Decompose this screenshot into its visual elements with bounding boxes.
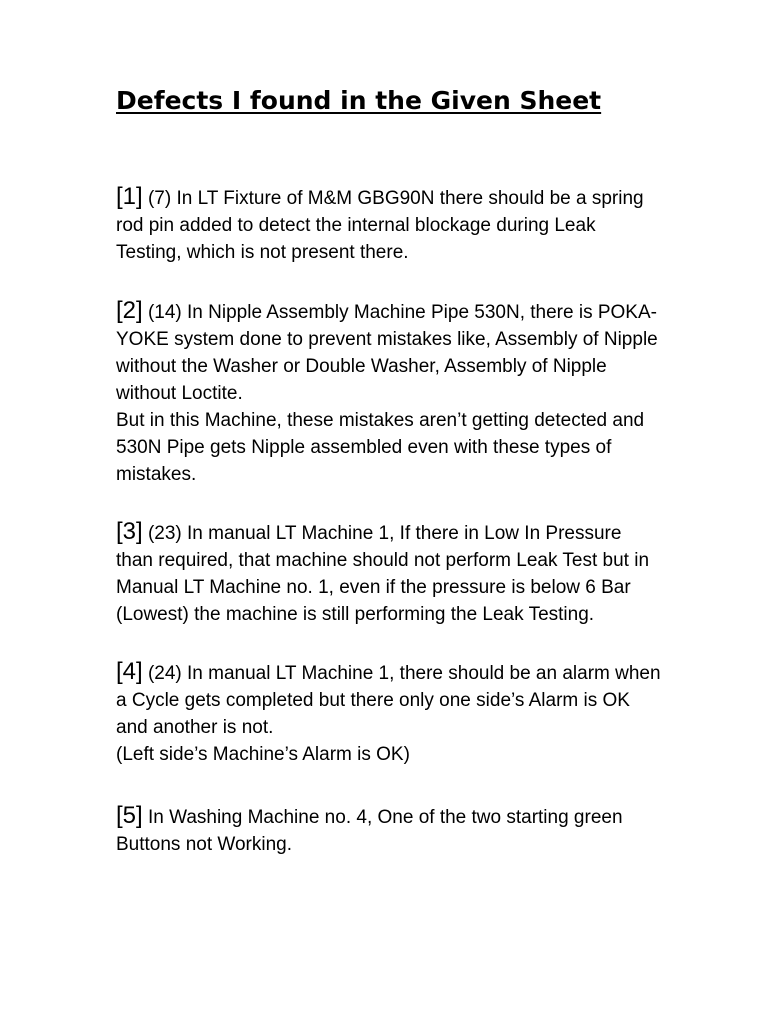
defect-item-5 bbox=[116, 802, 661, 858]
defect-text: (14) In Nipple Assembly Machine Pipe 530N, there is POKA-YOKE system done to prevent mistakes like, Assembly of Nipple without the Washer or Double Washer, Assembly of Nipple without Loctite. But in this Machine, these mistakes aren’t getting detected and 530N Pipe gets Nipple assembled even with these types of mistakes. bbox=[116, 302, 658, 485]
defect-number: [4] bbox=[116, 658, 143, 685]
defect-number: [2] bbox=[116, 297, 143, 324]
defect-text: (7) In LT Fixture of M&M GBG90N there should be a spring rod pin added to detect the internal blockage during Leak Testing, which is not present there. bbox=[116, 188, 644, 263]
defect-number: [5] bbox=[116, 802, 143, 829]
document-title: Defects I found in the Given Sheet bbox=[116, 86, 602, 115]
defect-item-2 bbox=[116, 297, 661, 488]
defect-list bbox=[116, 183, 661, 858]
defect-number: [3] bbox=[116, 518, 143, 545]
defect-item-4 bbox=[116, 658, 661, 768]
defect-item-1 bbox=[116, 183, 661, 266]
defect-number: [1] bbox=[116, 183, 143, 210]
defect-text: (24) In manual LT Machine 1, there should be an alarm when a Cycle gets completed but there only one side’s Alarm is OK and another is not. (Left side’s Machine’s Alarm is OK) bbox=[116, 663, 661, 765]
defect-text: In Washing Machine no. 4, One of the two starting green Buttons not Working. bbox=[116, 807, 623, 855]
defect-item-3 bbox=[116, 518, 661, 628]
defect-text: (23) In manual LT Machine 1, If there in Low In Pressure than required, that machine should not perform Leak Test but in Manual LT Machine no. 1, even if the pressure is below 6 Bar (Lowest) the machine is still performing the Leak Testing. bbox=[116, 523, 650, 625]
